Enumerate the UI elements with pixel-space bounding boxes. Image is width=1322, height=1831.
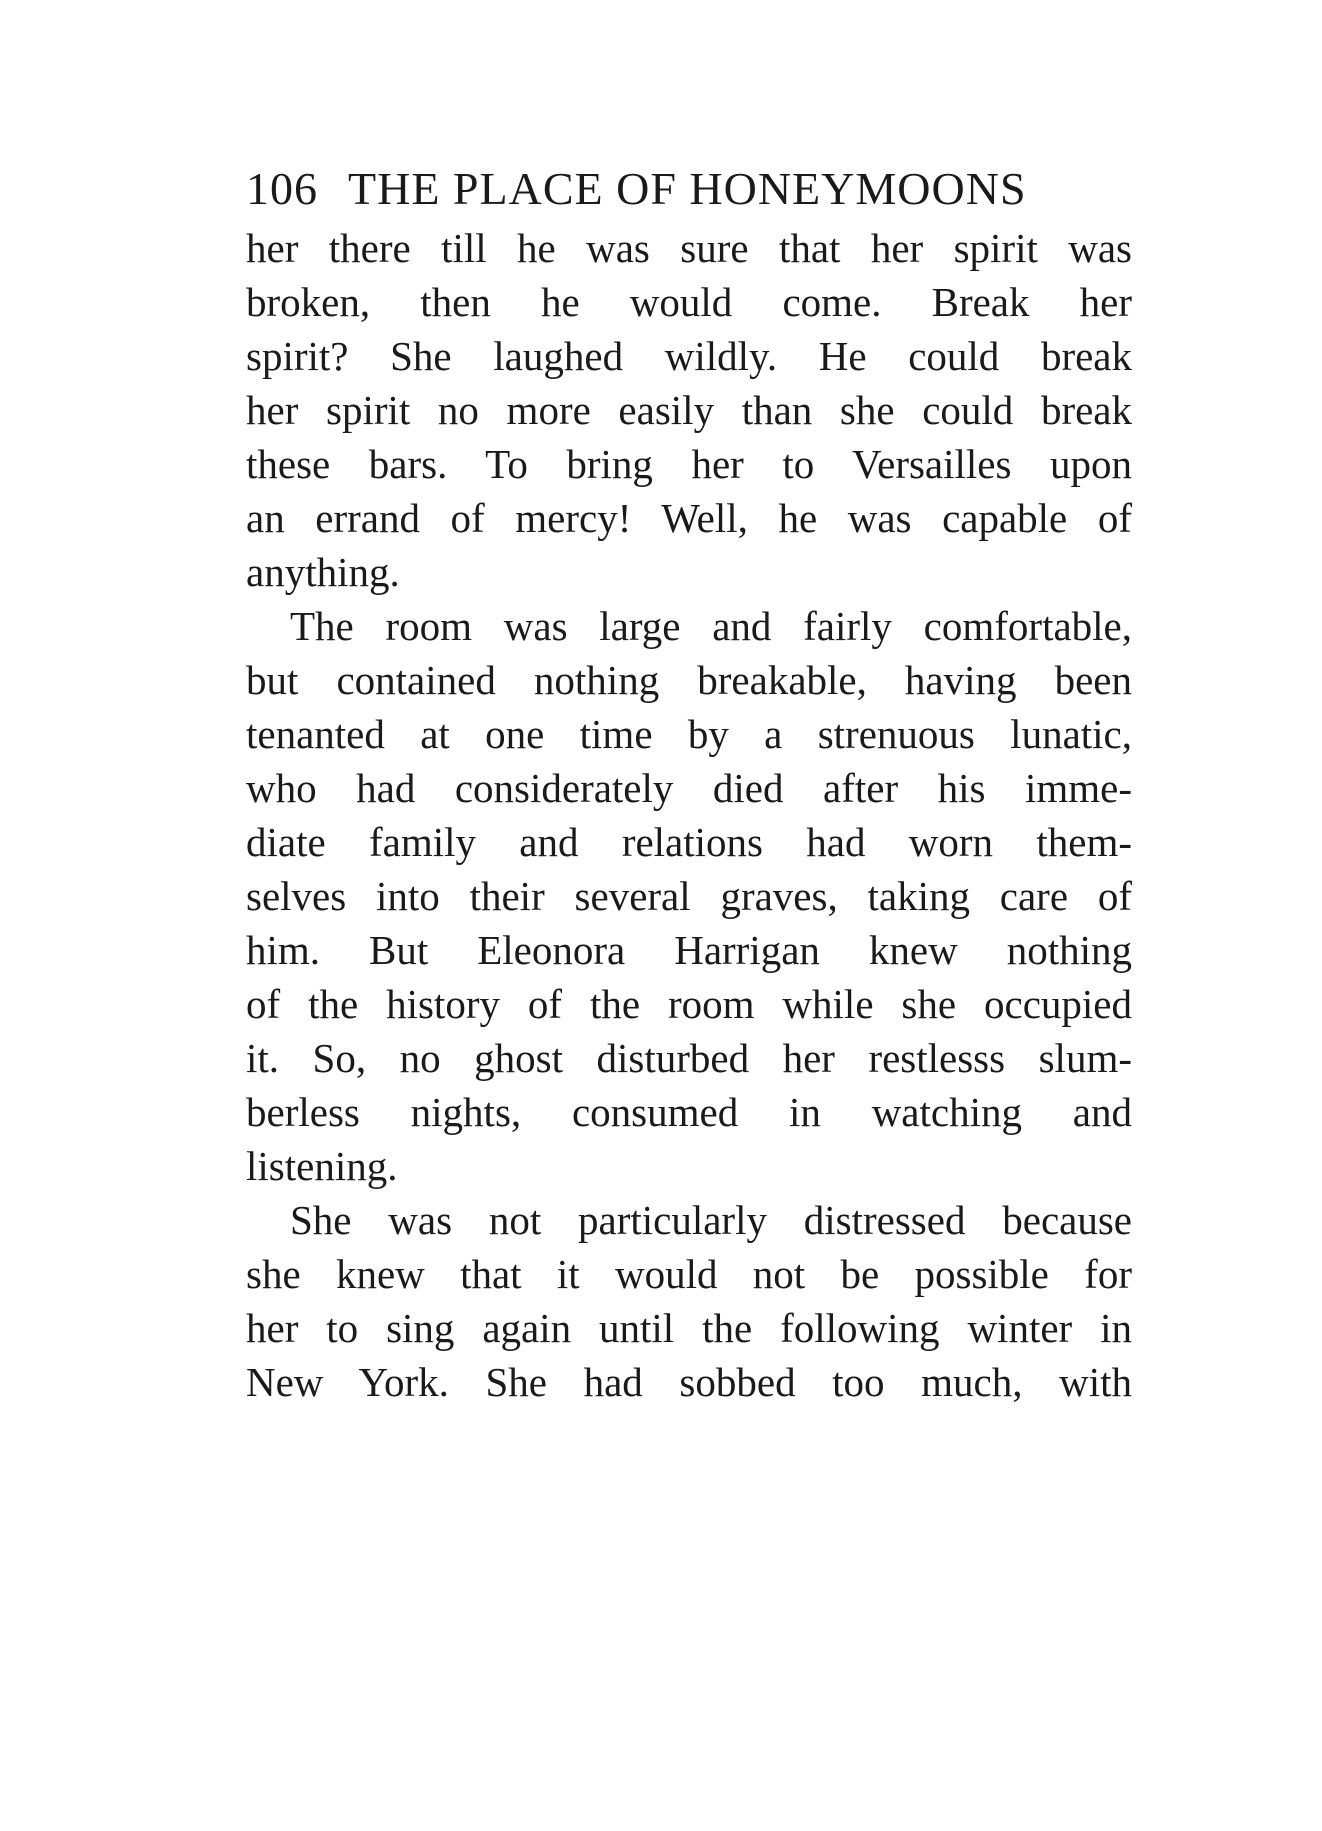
text-line: The room was large and fairly comfortable,	[290, 603, 1132, 649]
running-header	[246, 162, 1146, 222]
text-line: him. But Eleonora Harrigan knew nothing	[246, 927, 1132, 973]
text-line: who had considerately died after his imme-	[246, 765, 1132, 811]
text-line: diate family and relations had worn them-	[246, 819, 1132, 865]
text-line: broken, then he would come. Break her	[246, 279, 1132, 325]
text-line: New York. She had sobbed too much, with	[246, 1359, 1132, 1405]
text-line: berless nights, consumed in watching and	[246, 1089, 1132, 1135]
text-line: but contained nothing breakable, having been	[246, 657, 1132, 703]
text-line: She was not particularly distressed because	[290, 1197, 1132, 1243]
text-line: anything.	[246, 549, 400, 595]
text-line: her there till he was sure that her spirit was	[246, 225, 1132, 271]
text-line: it. So, no ghost disturbed her restlesss slum-	[246, 1035, 1132, 1081]
text-line: tenanted at one time by a strenuous lunatic,	[246, 711, 1132, 757]
text-line: she knew that it would not be possible for	[246, 1251, 1132, 1297]
text-line: her spirit no more easily than she could break	[246, 387, 1132, 433]
text-line: listening.	[246, 1143, 398, 1189]
text-line: her to sing again until the following winter in	[246, 1305, 1132, 1351]
text-line: these bars. To bring her to Versailles upon	[246, 441, 1132, 487]
text-line: spirit? She laughed wildly. He could break	[246, 333, 1132, 379]
text-line: selves into their several graves, taking care of	[246, 873, 1132, 919]
text-line: of the history of the room while she occupied	[246, 981, 1132, 1027]
running-title: THE PLACE OF HONEYMOONS	[348, 163, 1027, 214]
text-line: an errand of mercy! Well, he was capable of	[246, 495, 1132, 541]
page-number: 106	[246, 163, 318, 214]
